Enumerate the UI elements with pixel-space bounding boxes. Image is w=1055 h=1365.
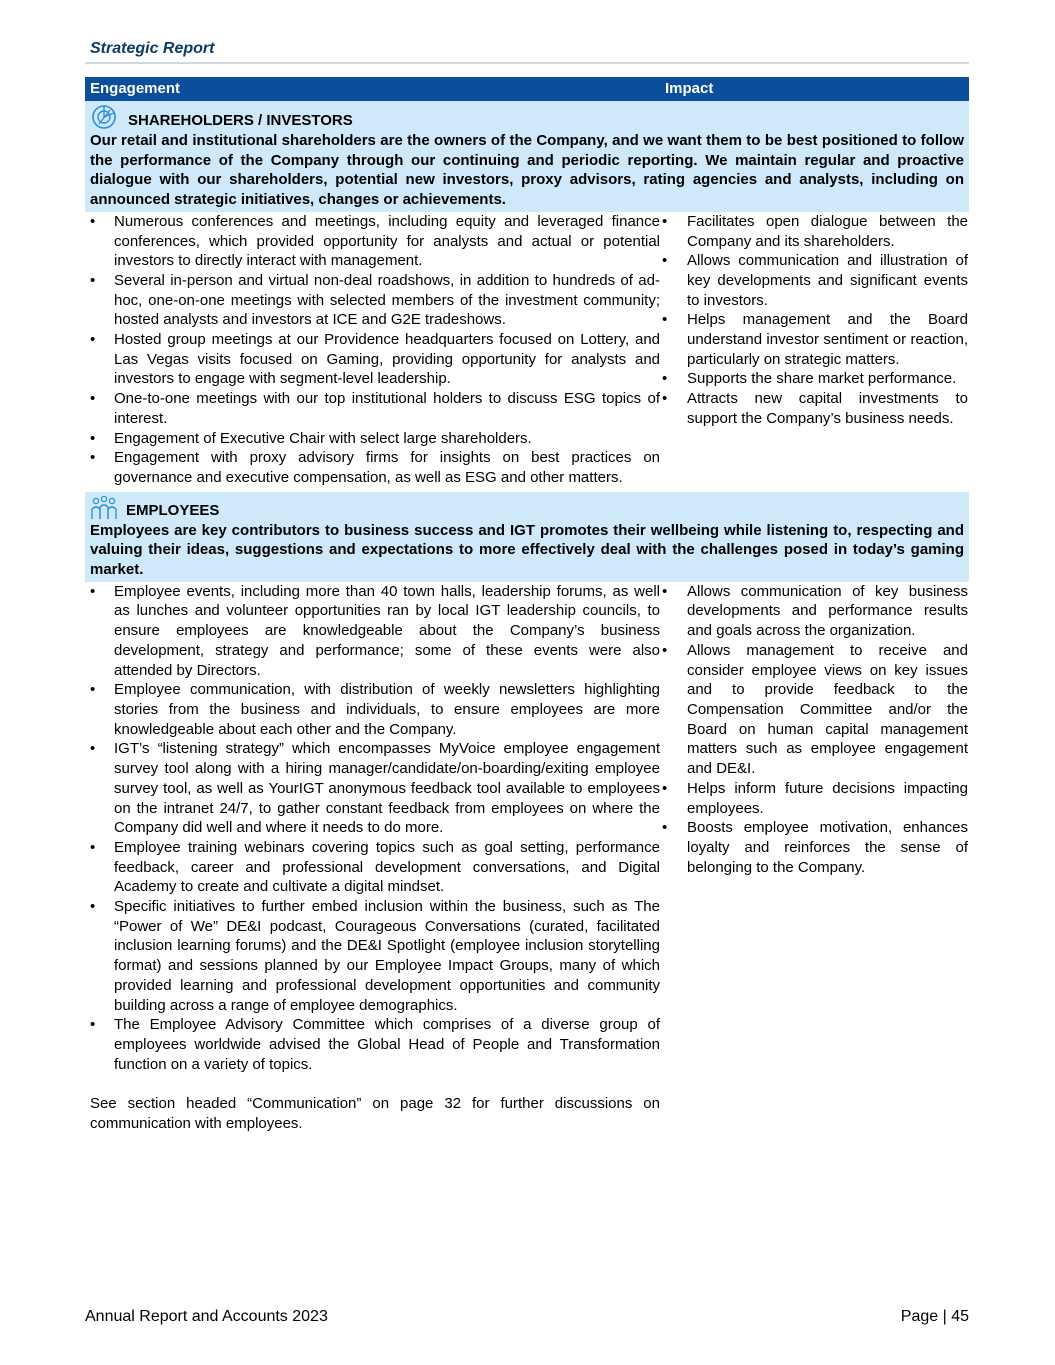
shareholders-engagement-item: • Several in-person and virtual non-deal roadshows, in addition to hundreds of ad-hoc, one-on-one meetings with selected members of the investment community; hosted analysts and investors at ICE and G2E tradeshows. [90,271,660,330]
employees-heading [90,495,964,521]
shareholders-rows [85,212,969,488]
employees-engagement-item: • IGT’s “listening strategy” which encompasses MyVoice employee engagement survey tool along with a hiring manager/candidate/on-boarding/exiting employee survey tool, as well as YourIGT anonymous feedback tool available to employees on the intranet 24/7, to gather constant feedback from employees on where the Company did well and where it needs to do more. [90,739,660,838]
employees-description: Employees are key contributors to business success and IGT promotes their wellbeing while listening to, respecting and valuing their ideas, suggestions and expectations to more effectively deal with the challenges posed in today’s gaming market. [90,521,964,579]
employees-engagement-item: • Employee training webinars covering topics such as goal setting, performance feedback, career and professional development conversations, and Digital Academy to create and cultivate a digital mindset. [90,838,660,897]
header-divider [85,62,969,64]
employees-impact-item: • Boosts employee motivation, enhances loyalty and reinforces the sense of belonging to the Company. [664,818,968,877]
table-header-row [85,77,969,101]
employees-band [85,492,969,582]
shareholders-impact-item: • Supports the share market performance. [664,369,968,389]
employees-engagement-item: • Employee communication, with distribution of weekly newsletters highlighting stories from the business and individuals, to ensure employees are more knowledgeable about each other and the Company. [90,680,660,739]
investor-chart-icon [90,104,120,131]
employees-engagement-item: • Employee events, including more than 40 town halls, leadership forums, as well as lunches and volunteer opportunities ran by local IGT leadership councils, to ensure employees are knowledgeable about the Company’s business development, strategy and performance; some of these events were also attended by Directors. [90,582,660,681]
shareholders-heading [90,104,964,131]
employees-impact-item: • Helps inform future decisions impacting employees. [664,779,968,818]
shareholders-description: Our retail and institutional shareholders are the owners of the Company, and we want them to be best positioned to follow the performance of the Company through our continuing and periodic reporting. We maintain regular and proactive dialogue with our shareholders, potential new investors, proxy advisors, rating agencies and analysts, including on announced strategic initiatives, changes or achievements. [90,132,964,209]
footer-report-name: Annual Report and Accounts 2023 [85,1308,328,1325]
employees-title: EMPLOYEES [126,501,220,519]
employees-engagement-column [85,582,660,1134]
shareholders-title: SHAREHOLDERS / INVESTORS [128,112,353,130]
shareholders-band [85,101,969,212]
shareholders-engagement-item: • Engagement of Executive Chair with select large shareholders. [90,429,660,449]
footer-page-number: Page | 45 [900,1308,969,1325]
people-group-icon [90,495,118,521]
shareholders-engagement-item: • Engagement with proxy advisory firms for insights on best practices on governance and executive compensation, as well as ESG and other matters. [90,448,660,487]
shareholders-impact-column [664,212,968,488]
shareholders-impact-item: • Allows communication and illustration of key developments and significant events to investors. [664,251,968,310]
shareholders-engagement-item: • One-to-one meetings with our top institutional holders to discuss ESG topics of interest. [90,389,660,428]
shareholders-engagement-item: • Hosted group meetings at our Providence headquarters focused on Lottery, and Las Vegas visits focused on Gaming, providing opportunity for analysts and investors to engage with segment-level leadership. [90,330,660,389]
shareholders-impact-item: • Facilitates open dialogue between the Company and its shareholders. [664,212,968,251]
column-header-impact: Impact [665,80,714,97]
employees-impact-column [664,582,968,1134]
employees-rows [85,582,969,1134]
employees-engagement-item: • Specific initiatives to further embed inclusion within the business, such as The “Power of We” DE&I podcast, Courageous Conversations (curated, facilitated inclusion learning forums) and the DE&I Spotlight (employee inclusion storytelling format) and sessions planned by our Employee Impact Groups, many of which provided learning and professional development opportunities and community building across a range of employee demographics. [90,897,660,1015]
employees-engagement-item: • The Employee Advisory Committee which comprises of a diverse group of employees worldwide advised the Global Head of People and Transformation function on a variety of topics. [90,1015,660,1074]
section-title: Strategic Report [90,40,215,57]
shareholders-impact-item: • Helps management and the Board understand investor sentiment or reaction, particularly on strategic matters. [664,310,968,369]
shareholders-engagement-item: • Numerous conferences and meetings, including equity and leveraged finance conferences, which provided opportunity for analysts and actual or potential investors to directly interact with management. [90,212,660,271]
employees-impact-item: • Allows communication of key business developments and performance results and goals across the organization. [664,582,968,641]
engagement-table [85,77,969,1134]
column-header-engagement: Engagement [90,80,181,97]
shareholders-engagement-column [85,212,660,488]
communication-note: See section headed “Communication” on page 32 for further discussions on communication with employees. [90,1095,660,1133]
employees-impact-item: • Allows management to receive and consider employee views on key issues and to provide feedback to the Compensation Committee and/or the Board on human capital management matters such as employee engagement and DE&I. [664,641,968,779]
shareholders-impact-item: • Attracts new capital investments to support the Company’s business needs. [664,389,968,428]
